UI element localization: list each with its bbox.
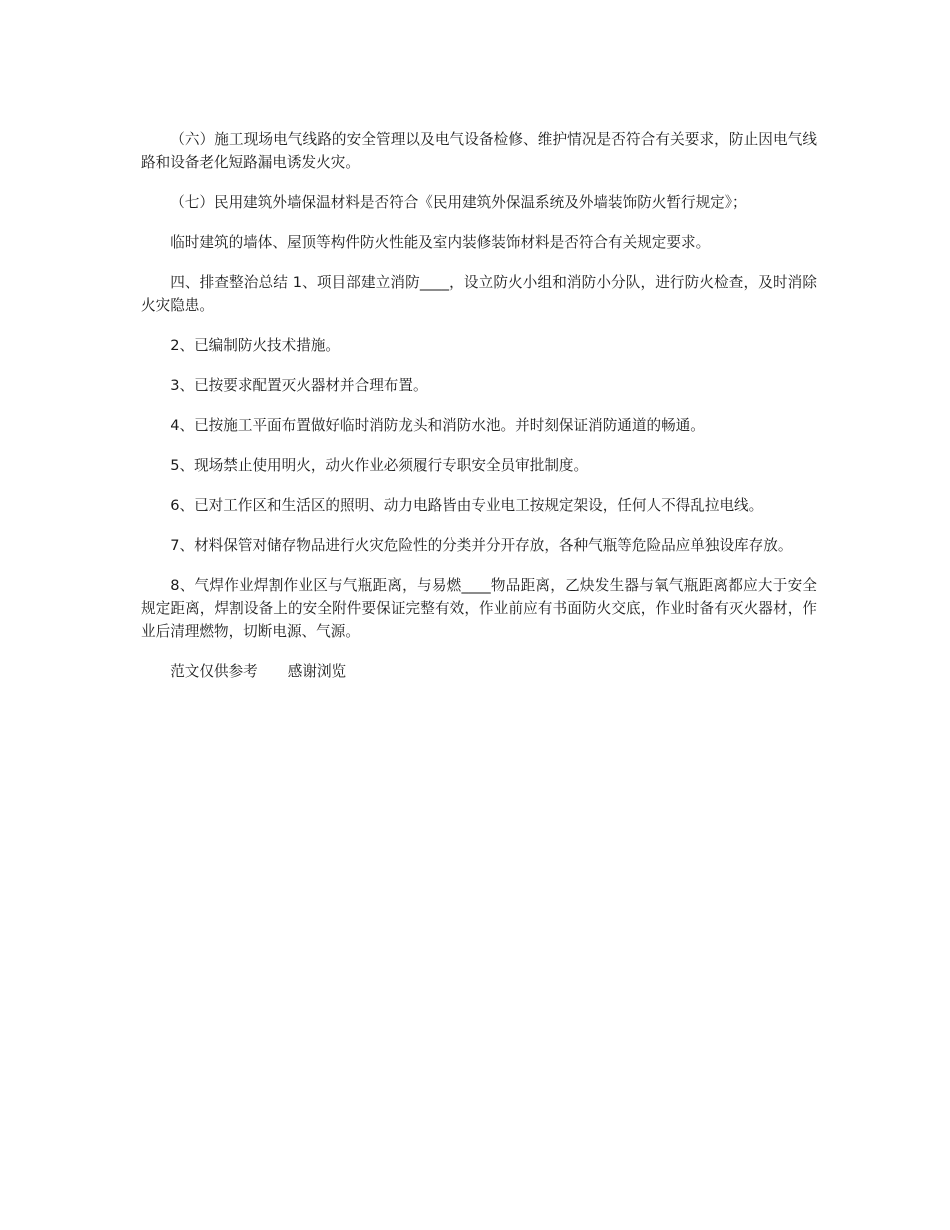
paragraph-summary-6: 6、已对工作区和生活区的照明、动力电路皆由专业电工按规定架设，任何人不得乱拉电线。 — [170, 497, 764, 514]
document-body — [141, 128, 817, 683]
paragraph-item-6: （六）施工现场电气线路的安全管理以及电气设备检修、维护情况是否符合有关要求，防止因电气线路和设备老化短路漏电诱发火灾。 — [141, 131, 817, 171]
paragraph-temporary-buildings: 临时建筑的墙体、屋顶等构件防火性能及室内装修装饰材料是否符合有关规定要求。 — [170, 234, 711, 251]
paragraph-summary-4: 4、已按施工平面布置做好临时消防龙头和消防水池。并时刻保证消防通道的畅通。 — [170, 417, 705, 434]
paragraph-summary-1: 四、排查整治总结 1、项目部建立消防____，设立防火小组和消防小分队，进行防火检查，及时消除火灾隐患。 — [141, 274, 817, 314]
paragraph-item-7: （七）民用建筑外墙保温材料是否符合《民用建筑外保温系统及外墙装饰防火暂行规定》； — [170, 194, 747, 211]
footer-thanks-text: 感谢浏览 — [287, 663, 347, 680]
paragraph-summary-7: 7、材料保管对储存物品进行火灾危险性的分类并分开存放，各种气瓶等危险品应单独设库存放。 — [170, 537, 793, 554]
footer-reference-text: 范文仅供参考 — [170, 663, 258, 680]
paragraph-summary-5: 5、现场禁止使用明火，动火作业必须履行专职安全员审批制度。 — [170, 457, 589, 474]
footer-note — [141, 660, 817, 683]
paragraph-summary-3: 3、已按要求配置灭火器材并合理布置。 — [170, 377, 428, 394]
paragraph-summary-2: 2、已编制防火技术措施。 — [170, 337, 341, 354]
paragraph-summary-8: 8、气焊作业焊割作业区与气瓶距离，与易燃____物品距离，乙炔发生器与氧气瓶距离都应大于安全规定距离，焊割设备上的安全附件要保证完整有效，作业前应有书面防火交底，作业时备有灭火器材，作业后清理燃物，切断电源、气源。 — [141, 577, 817, 640]
